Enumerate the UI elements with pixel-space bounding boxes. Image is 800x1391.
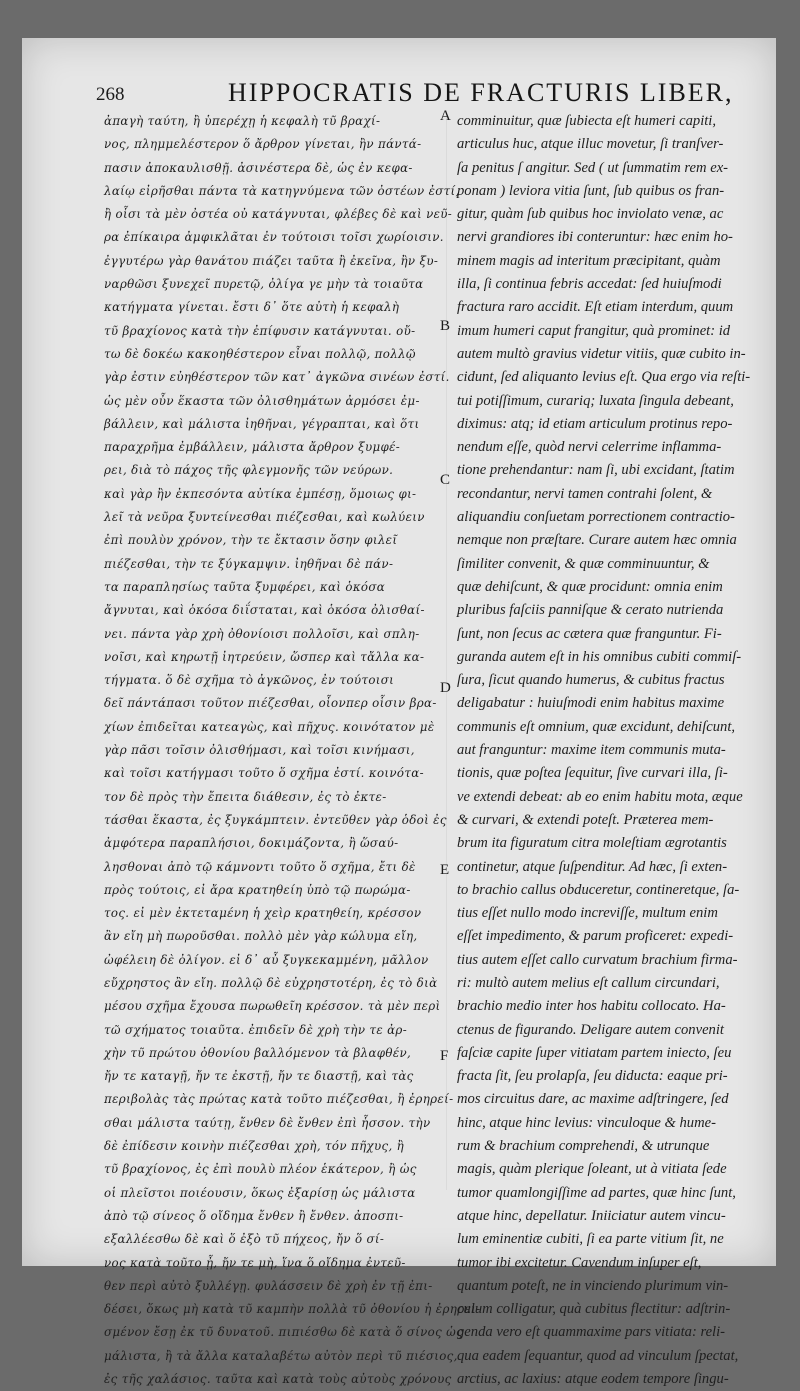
greek-text-line: πρὸς τούτοις, εἰ ἄρα κρατηθείη ὑπὸ τῷ πωρώμα- <box>104 882 411 897</box>
latin-text-line: autem multò gravius videtur vitiis, quæ cubito in- <box>457 345 746 362</box>
greek-text-line: τω δὲ δοκέω κακοηθέστερον εἶναι πολλῷ, πολλῷ <box>104 346 416 361</box>
greek-text-line: εξαλλέεσθω δὲ καὶ ὅ ἐξὸ τῦ πήχεος, ἤν ὅ σί- <box>104 1232 385 1247</box>
latin-text-line: qua eadem ſequantur, quod ad vinculum ſpectat, <box>457 1347 739 1364</box>
greek-text-line: ἂν εἴη μὴ πωροῦσθαι. πολλὸ μὲν γὰρ κώλυμα εἴη, <box>104 929 418 944</box>
latin-text-line: ve extendi debeat: ab eo enim habitu mota, æque <box>457 788 743 805</box>
margin-marker-e: E <box>440 862 450 878</box>
latin-text-line: nemque non præſtare. Curare autem hæc omnia <box>457 532 737 549</box>
greek-text-line: ἀμφότερα παραπλήσιοι, δοκιμάζοντα, ἢ ὥσαύ- <box>104 836 399 851</box>
latin-text-line: ſura, ſicut quando humerus, & cubitus fractus <box>457 672 725 689</box>
greek-text-line: ἀπὸ τῷ σίνεος ὅ οἴδημα ἔνθεν ἢ ἔνθεν. ἀποσπι- <box>104 1208 404 1223</box>
latin-text-line: deligabatur : huiuſmodi enim habitus maxime <box>457 695 725 712</box>
latin-text-line: atque hinc, depellatur. Iniiciatur autem vincu- <box>457 1207 726 1224</box>
greek-text-line: ἄγνυται, καὶ ὁκόσα διΐσταται, καὶ ὁκόσα ὀλισθαί- <box>104 603 425 618</box>
margin-marker-b: B <box>440 318 451 334</box>
latin-text-line: tumor quamlongiſſime ad partes, quæ hinc ſunt, <box>457 1184 736 1201</box>
greek-text-line: θεν περὶ αὐτὸ ξυλλέγῃ. φυλάσσειν δὲ χρὴ ἐν τῇ ἐπι- <box>104 1278 433 1293</box>
latin-text-line: quæ dehiſcunt, & quæ procidunt: omnia enim <box>457 578 723 595</box>
latin-text-line: comminuitur, quæ ſubiecta eſt humeri capiti, <box>457 113 717 129</box>
latin-text-line: nendum eſſe, quòd nervi celerrime inflamma- <box>457 439 722 456</box>
margin-marker-c: C <box>440 472 451 488</box>
greek-text-line: ρα ἐπίκαιρα ἀμφικλᾶται ἐν τούτοισι τοῖσι χωρίοισιν. <box>104 230 444 245</box>
latin-text-line: magis, quàm plerique ſoleant, ut à vitiata ſede <box>457 1161 727 1178</box>
latin-text-line: diximus: atq; id etiam articulum protinus repo- <box>457 415 733 432</box>
latin-text-line: gitur, quàm ſub quibus hoc inviolato venæ, ac <box>457 206 724 223</box>
latin-text-line: genda vero eſt quammaxime pars vitiata: reli- <box>457 1324 726 1341</box>
latin-text-line: aliquandiu conſuetam porrectionem contractio- <box>457 509 735 526</box>
greek-text-line: τον δὲ πρὸς τὴν ἔπειτα διάθεσιν, ἐς τὸ ἐκτε- <box>104 789 387 804</box>
greek-text-line: εὔχρηστος ἂν εἴη. πολλῷ δὲ εὐχρηστοτέρη, ἐς τὸ διὰ <box>104 975 438 990</box>
greek-text-line: τῦ βραχίονος κατὰ τὴν ἐπίφυσιν κατάγνυται. οὔ- <box>104 323 416 338</box>
greek-text-line: ἢ οἷσι τὰ μὲν ὀστέα οὐ κατάγνυται, φλέβες δὲ καὶ νεῦ- <box>104 207 453 222</box>
greek-text-line: πασιν ἀποκαυλισθῇ. ἀσινέστερα δὲ, ὡς ἐν κεφα- <box>104 160 413 175</box>
greek-text-line: ἐπὶ πουλὺν χρόνον, τὴν τε ἔκτασιν ὅσην φιλεῖ <box>104 533 398 548</box>
latin-text-line: faſciæ capite ſuper vitiatam partem iniecto, ſeu <box>457 1044 732 1061</box>
latin-text-line: imum humeri caput frangitur, quà prominet: id <box>457 322 731 339</box>
latin-text-line: tumor ibi excitetur. Cavendum inſuper eſt, <box>457 1254 702 1271</box>
greek-text-line: μάλιστα, ἢ τὰ ἄλλα καταλαβέτω αὐτὸν περὶ τῦ πιέσιος, <box>104 1348 458 1363</box>
latin-text-line: ſimiliter convenit, & quæ comminuuntur, & <box>457 555 710 572</box>
greek-text-line: ρει, διὰ τὸ πάχος τῆς φλεγμονῆς τῶν νεύρων. <box>104 463 394 478</box>
latin-text-line: tionis, quæ poſtea ſequitur, ſive curvari illa, ſi- <box>457 765 728 782</box>
latin-text-line: articulus huc, atque illuc movetur, ſi tranſver- <box>457 136 724 153</box>
latin-text-line: nervi grandiores ibi conteruntur: hæc enim ho- <box>457 229 733 246</box>
greek-text-line: γὰρ ἐστιν εὐηθέστερον τῶν κατ᾽ ἀγκῶνα σινέων ἐστί. <box>104 370 450 385</box>
greek-text-line: τα παραπλησίως ταῦτα ξυμφέρει, καὶ ὁκόσα <box>104 579 386 594</box>
greek-text-line: τος. εἰ μὲν ἐκτεταμένη ἡ χεὶρ κρατηθείη, κρέσσον <box>104 906 422 921</box>
latin-text-line: lum eminentiæ cubiti, ſi ea parte vitium ſit, ne <box>457 1231 724 1248</box>
latin-text-line: eſſet impedimento, & parum proficeret: expedi- <box>457 928 734 945</box>
latin-text-line: minem magis ad interitum præcipitant, quàm <box>457 252 721 269</box>
greek-text-line: ναρθῶσι ξυνεχεῖ πυρετῷ, ὀλίγα γε μὴν τὰ τοιαῦτα <box>104 277 424 292</box>
latin-text-line: tui potiſſimum, curariq; luxata ſingula debeant, <box>457 392 734 409</box>
latin-text-line: ponam ) leviora vitia ſunt, ſub quibus os fran- <box>457 182 725 199</box>
greek-text-line: ἐς τῆς χαλάσιος. ταῦτα καὶ κατὰ τοὺς αὐτοὺς χρόνους <box>104 1372 452 1387</box>
greek-text-line: ὡς μὲν οὖν ἕκαστα τῶν ὀλισθημάτων ἀρμόσει ἐμ- <box>104 393 420 408</box>
latin-text-line: tius autem eſſet callo curvatum brachium firma- <box>457 951 738 968</box>
greek-text-line: κατήγματα γίνεται. ἔστι δ᾽ ὅτε αὐτὴ ἡ κεφαλὴ <box>104 300 400 315</box>
margin-marker-a: A <box>440 108 451 124</box>
running-title: HIPPOCRATIS DE FRACTURIS LIBER, <box>228 78 734 107</box>
greek-text-line: χίων ἐπιδεῖται κατεαγὼς, καὶ πῆχυς. κοινότατον μὲ <box>104 719 435 734</box>
greek-text-line: ὠφέλειη δὲ ὀλίγον. εἰ δ᾽ αὖ ξυγκεκαμμένη, μᾶλλον <box>104 952 429 967</box>
greek-text-line: τῶ σχήματος τοιαῦτα. ἐπιδεῖν δὲ χρὴ τὴν τε ἀρ- <box>104 1022 408 1037</box>
latin-text-line: ſa penitus ſ angitur. Sed ( ut ſummatim rem ex- <box>457 159 729 176</box>
margin-marker-d: D <box>440 680 451 696</box>
latin-text-line: mos circuitus dare, ac maxime adſtringere, ſed <box>457 1091 729 1108</box>
page-header <box>96 78 756 112</box>
greek-text-line: περιβολὰς τὰς πρώτας κατὰ τοῦτο πιέζεσθαι, ἢ ἐρηρεί- <box>104 1092 454 1107</box>
greek-text-line: νος, πλημμελέστερον ὅ ἄρθρον γίνεται, ἢν πάντά- <box>104 137 422 152</box>
latin-text-line: illa, ſi continua febris accedat: ſed huiuſmodi <box>457 276 722 293</box>
latin-text-line: communis eſt omnium, quæ excidunt, dehiſcunt, <box>457 718 736 735</box>
greek-text-line: ἀπαγὴ ταύτη, ἢ ὑπερέχῃ ἡ κεφαλὴ τῦ βραχί- <box>104 114 381 128</box>
latin-text-line: culum colligatur, quà cubitus flectitur: adſtrin- <box>457 1301 731 1318</box>
greek-text-line: σθαι μάλιστα ταύτῃ, ἔνθεν δὲ ἔνθεν ἐπὶ ἧσσον. τὴν <box>104 1115 431 1130</box>
greek-text-line: δὲ ἐπίδεσιν κοινὴν πιέζεσθαι χρὴ, τόν πῆχυς, ἢ <box>104 1139 405 1154</box>
greek-text-line: τήγματα. ὅ δὲ σχῆμα τὸ ἀγκῶνος, ἐν τούτοισι <box>104 673 395 688</box>
margin-marker-f: F <box>440 1048 449 1064</box>
latin-text-line: ctenus de figurando. Deligare autem convenit <box>457 1021 724 1038</box>
column-gutter <box>446 110 447 1190</box>
greek-text-line: καὶ γὰρ ἢν ἐκπεσόντα αὐτίκα ἐμπέσῃ, ὅμοιως φι- <box>104 486 417 501</box>
greek-text-line: λησθοναι ἀπὸ τῷ κάμνοντι τοῦτο ὅ σχῆμα, ἔτι δὲ <box>104 859 416 874</box>
latin-text-line: ri: multò autem melius eſt callum circundari, <box>457 974 720 991</box>
latin-text-line: rum & brachium comprehendi, & utrunque <box>457 1138 710 1155</box>
latin-text-line: brum ita figuratum citra moleſtiam ægrotantis <box>457 835 727 852</box>
greek-text-line: λεῖ τὰ νεῦρα ξυντείνεσθαι πιέζεσθαι, καὶ κωλύειν <box>104 510 425 525</box>
greek-text-line: καὶ τοῖσι κατήγμασι τοῦτο ὅ σχῆμα ἐστί. κοινότα- <box>104 766 424 781</box>
greek-text-line: χὴν τῦ πρώτου ὀθονίου βαλλόμενον τὰ βλαφθέν, <box>104 1045 412 1060</box>
latin-text-line: fracta ſit, ſeu prolapſa, ſeu diducta: eaque pri- <box>457 1068 728 1085</box>
greek-text-line: νος κατὰ τοῦτο ᾖ, ἤν τε μὴ, ἵνα ὅ οἴδημα ἐντεῦ- <box>104 1255 406 1270</box>
latin-text-line: fractura raro accidit. Eſt etiam interdum, quum <box>457 299 734 316</box>
latin-text-line: recondantur, nervi tamen contrahi ſolent, & <box>457 485 713 502</box>
latin-text-line: & curvari, & extendi poteſt. Præterea mem- <box>457 811 714 828</box>
greek-text-line: δέσει, ὅκως μὴ κατὰ τῦ καμπὴν πολλὰ τῦ ὀθονίου ἡ ἐρηρει- <box>104 1302 481 1317</box>
latin-text-line: continetur, atque ſuſpenditur. Ad hæc, ſi exten- <box>457 858 728 875</box>
latin-text-line: pluribus faſciis panniſque & cerato nutrienda <box>457 602 724 619</box>
greek-text-line: λαίῳ εἰρῆσθαι πάντα τὰ κατηγνύμενα τῶν ὀστέων ἐστί, <box>104 183 460 198</box>
greek-text-line: νει. πάντα γὰρ χρὴ ὀθονίοισι πολλοῖσι, καὶ σπλη- <box>104 626 420 641</box>
greek-text-column <box>104 110 481 1391</box>
latin-text-line: guranda autem eſt in his omnibus cubiti commiſ- <box>457 648 742 665</box>
greek-text-line: τάσθαι ἕκαστα, ἐς ξυγκάμπτειν. ἐντεῦθεν γὰρ ὁδοὶ ἐς <box>104 812 447 827</box>
greek-text-line: νοῖσι, καὶ κηρωτῇ ἰητρεύειν, ὥσπερ καὶ τἄλλα κα- <box>104 649 425 664</box>
greek-text-line: οἱ πλεῖστοι ποιέουσιν, ὅκως ἐξαρίσῃ ὡς μάλιστα <box>104 1185 416 1200</box>
latin-text-line: aut franguntur: maxime item communis muta- <box>457 742 726 759</box>
greek-text-line: πιέζεσθαι, τὴν τε ξύγκαμψιν. ἰηθῆναι δὲ πάν- <box>104 556 394 571</box>
greek-text-line: ἐγγυτέρω γὰρ θανάτου πιάζει ταῦτα ἢ ἐκεῖνα, ἢν ξυ- <box>104 253 439 268</box>
latin-text-column <box>457 110 751 1391</box>
latin-text-line: tius eſſet nullo modo increviſſe, multum enim <box>457 905 718 922</box>
greek-text-line: ἤν τε καταγῇ, ἤν τε ἐκστῇ, ἤν τε διαστῇ, καὶ τὰς <box>104 1069 414 1084</box>
latin-text-line: ſunt, non ſecus ac cætera quæ franguntur. Fi- <box>457 625 722 642</box>
greek-text-line: γὰρ πᾶσι τοῖσιν ὀλισθήμασι, καὶ τοῖσι κινήμασι, <box>104 743 415 758</box>
latin-text-line: tione prehendantur: nam ſi, ubi excidant, ſtatim <box>457 462 735 479</box>
greek-text-line: βάλλειν, καὶ μάλιστα ἰηθῆναι, γέγραπται, καὶ ὅτι <box>104 416 420 431</box>
latin-text-line: to brachio callus obduceretur, contineretque, ſa- <box>457 881 740 898</box>
latin-text-line: hinc, atque hinc levius: vinculoque & hume- <box>457 1114 716 1131</box>
latin-text-line: cidunt, ſed aliquanto levius eſt. Qua ergo via reſti- <box>457 369 751 386</box>
latin-text-line: arctius, ac laxius: atque eodem tempore ſingu- <box>457 1371 729 1388</box>
greek-text-line: τῦ βραχίονος, ἐς ἐπὶ πουλὺ πλέον ἑκάτερον, ἢ ὡς <box>104 1162 417 1177</box>
greek-text-line: δεῖ πάντάπασι τοῦτον πιέζεσθαι, οἷονπερ οἷσιν βρα- <box>104 696 437 711</box>
greek-text-line: παραχρῆμα ἐμβάλλειν, μάλιστα ἄρθρον ξυμφέ- <box>104 440 401 455</box>
greek-text-line: μέσου σχῆμα ἔχουσα πωρωθεῖη κρέσσον. τὰ μὲν περὶ <box>104 999 441 1014</box>
latin-text-line: brachio medio inter hos habitu collocato. Ha- <box>457 998 726 1015</box>
greek-text-line: σμένον ἔσῃ ἐκ τῦ δυνατοῦ. πιπιέσθω δὲ κατὰ ὅ σίνος ὡς <box>104 1325 464 1340</box>
latin-text-line: quantum poteſt, ne in vinciendo plurimum vin- <box>457 1277 729 1294</box>
page-number: 268 <box>96 84 125 105</box>
